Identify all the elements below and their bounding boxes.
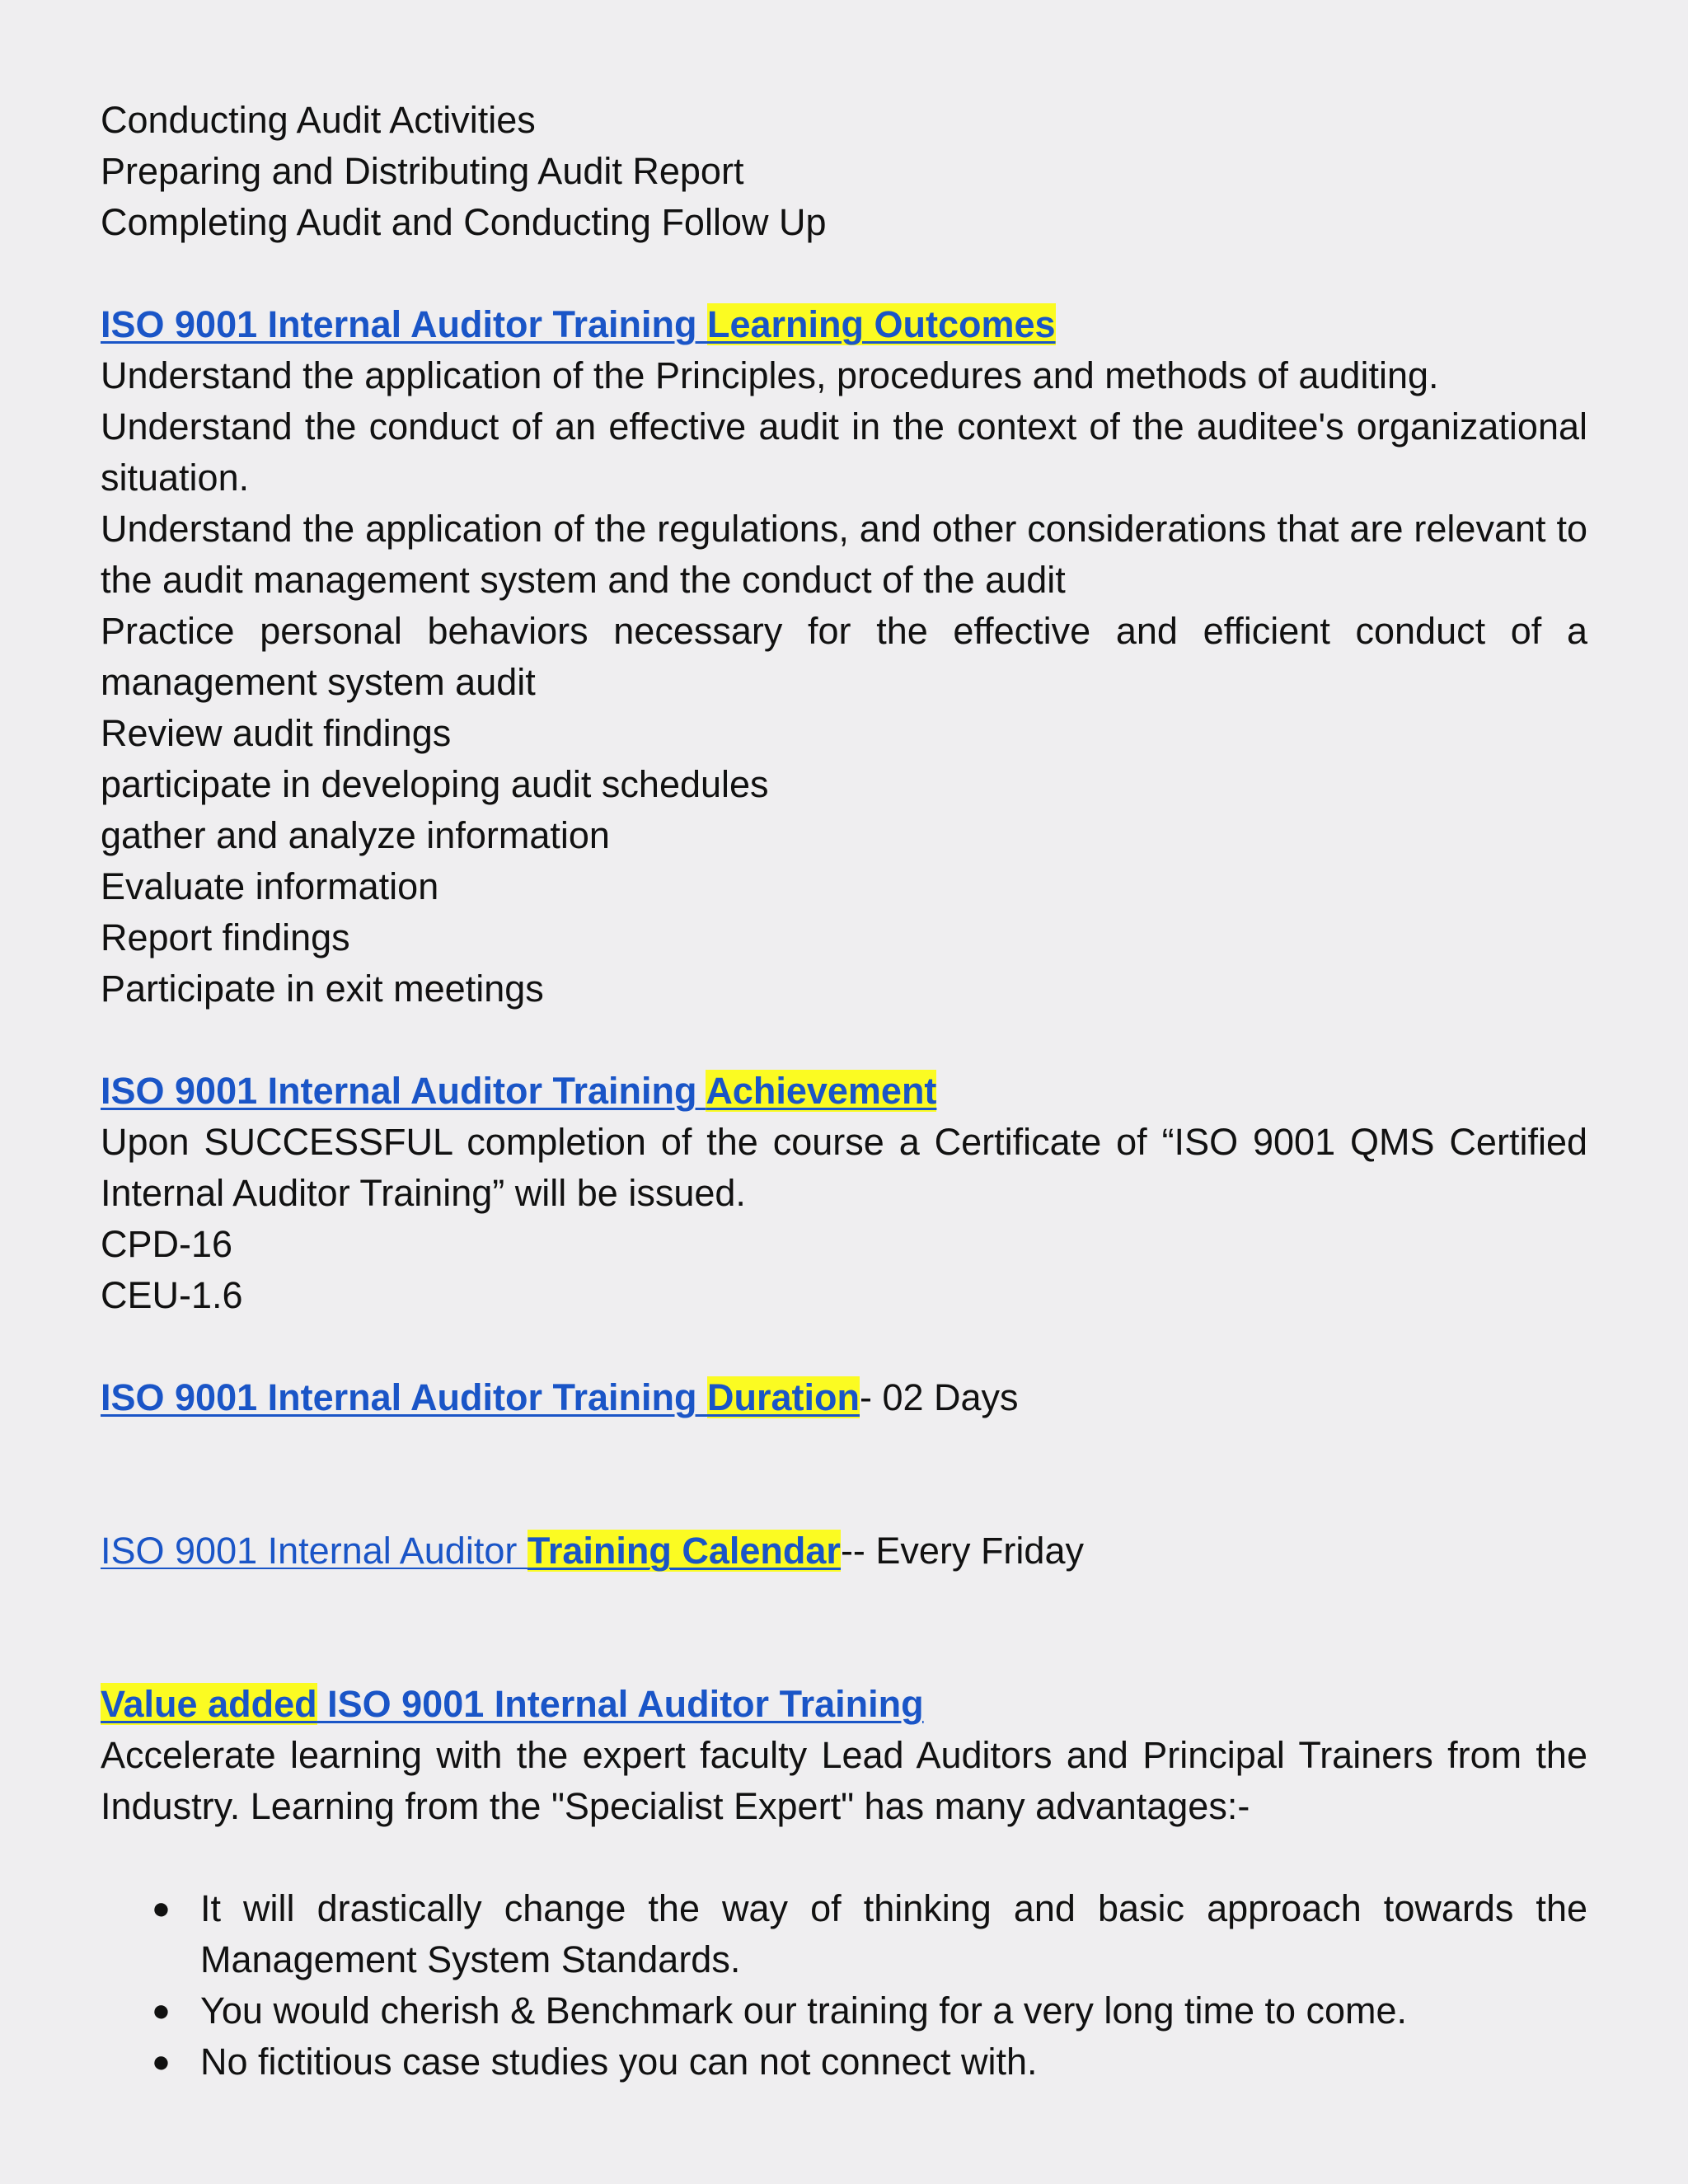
learning-outcome-item: Practice personal behaviors necessary for the effective and efficient conduct of a management system audit [101,610,1587,703]
bullet-icon: ● [152,2045,171,2079]
cpd-value: CPD-16 [101,1223,233,1265]
spacer [101,1832,1587,1883]
advantages-list [101,1883,1587,2088]
heading-link-text[interactable]: ISO 9001 Internal Auditor Training [101,1070,706,1112]
heading-link-text[interactable]: ISO 9001 Internal Auditor Training [101,1376,707,1418]
learning-outcomes-heading[interactable] [101,299,1587,350]
achievement-paragraph: Upon SUCCESSFUL completion of the course a Certificate of “ISO 9001 QMS Certified Internal Auditor Training” will be issued. [101,1121,1587,1214]
learning-outcome-item: Understand the conduct of an effective audit in the context of the auditee's organizational situation. [101,405,1587,499]
calendar-link[interactable] [101,1530,841,1572]
list-item-text: It will drastically change the way of thinking and basic approach towards the Management System Standards. [200,1887,1587,1980]
spacer [101,1321,1587,1372]
list-item-text: You would cherish & Benchmark our training for a very long time to come. [200,1990,1408,2032]
heading-highlight-text[interactable]: Achievement [706,1070,937,1112]
heading-highlight-text[interactable]: Duration [706,1376,860,1418]
learning-outcome-item: Review audit findings [101,712,452,754]
heading-link-text[interactable]: ISO 9001 Internal Auditor Training [101,303,707,345]
ceu-value: CEU-1.6 [101,1274,243,1316]
spacer [101,1423,1587,1526]
learning-outcome-item: Participate in exit meetings [101,968,544,1010]
learning-outcome-item: Report findings [101,916,350,958]
intro-line: Conducting Audit Activities [101,99,536,141]
bullet-icon: ● [152,1994,171,2028]
heading-link-text[interactable]: ISO 9001 Internal Auditor Training [316,1683,924,1725]
calendar-line [101,1526,1587,1577]
achievement-link[interactable] [101,1070,936,1112]
learning-outcome-item: Understand the application of the regulations, and other considerations that are relevant to the audit management system and the conduct of the audit [101,508,1587,601]
spacer [101,1577,1587,1679]
intro-line: Preparing and Distributing Audit Report [101,150,744,192]
duration-link[interactable] [101,1376,860,1418]
heading-highlight-text[interactable]: Learning Outcomes [706,303,1056,345]
learning-outcome-item: Understand the application of the Principles, procedures and methods of auditing. [101,354,1439,396]
duration-value: - 02 Days [859,1376,1019,1418]
heading-highlight-text[interactable]: Value added [101,1683,317,1725]
duration-heading [101,1372,1587,1423]
learning-outcome-item: participate in developing audit schedules [101,763,769,805]
spacer [101,248,1587,299]
value-added-heading[interactable] [101,1679,1587,1730]
value-added-paragraph: Accelerate learning with the expert faculty Lead Auditors and Principal Trainers from the Industry. Learning from the "Specialist Expert" has many advantages:- [101,1734,1587,1827]
learning-outcome-item: gather and analyze information [101,814,610,856]
calendar-value: -- Every Friday [840,1530,1084,1572]
calendar-link-text[interactable]: ISO 9001 Internal Auditor [101,1530,528,1572]
list-item [101,2036,1587,2088]
value-added-link[interactable] [101,1683,924,1725]
learning-outcomes-link[interactable] [101,303,1056,345]
learning-outcome-item: Evaluate information [101,865,439,907]
list-item [101,1985,1587,2036]
list-item [101,1883,1587,1985]
calendar-highlight-text[interactable]: Training Calendar [527,1530,841,1572]
intro-line: Completing Audit and Conducting Follow Up [101,201,827,243]
spacer [101,1015,1587,1066]
bullet-icon: ● [152,1891,171,1926]
list-item-text: No fictitious case studies you can not connect with. [200,2041,1038,2083]
achievement-heading[interactable] [101,1066,1587,1117]
